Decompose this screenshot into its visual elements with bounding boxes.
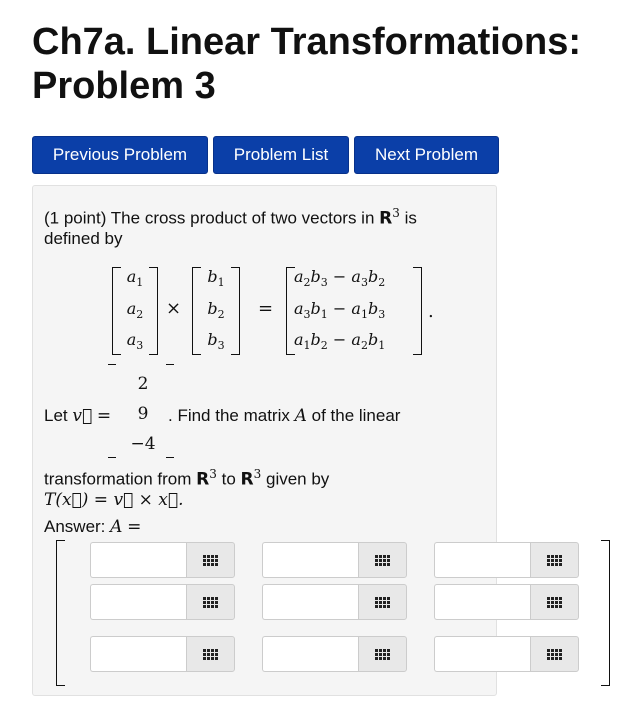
answer-matrix	[56, 540, 611, 686]
page-title	[32, 20, 581, 108]
real-numbers-symbol: R	[379, 208, 393, 229]
vector-a-entry-1: $a_1$	[126, 267, 144, 290]
superscript-three: 3	[209, 467, 217, 481]
problem-intro-line1	[44, 202, 417, 230]
intro-text-before: The cross product of two vectors in	[110, 208, 375, 228]
vector-v-entry-2: 9	[137, 404, 149, 424]
grid-icon	[547, 555, 562, 566]
answer-input-r1c1[interactable]	[90, 542, 186, 578]
vector-b-entry-2: $b_2$	[207, 299, 225, 322]
superscript-three: 3	[253, 467, 262, 481]
bracket-right	[413, 267, 422, 355]
answer-input-r2c1[interactable]	[90, 584, 186, 620]
let-statement	[44, 405, 111, 427]
vector-v-entry-3: −4	[130, 434, 156, 454]
transformation-line	[44, 463, 329, 491]
answer-equals: =	[127, 517, 142, 537]
answer-matrix-symbol: A	[110, 517, 123, 537]
answer-input-r3c1[interactable]	[90, 636, 186, 672]
vector-a-entry-2: $a_2$	[126, 299, 144, 322]
grid-icon	[375, 555, 390, 566]
title-line-1: Ch7a. Linear Transformations:	[32, 21, 582, 63]
bracket-right	[231, 267, 240, 355]
problem-list-button[interactable]: Problem List	[213, 136, 349, 174]
grid-icon	[203, 649, 218, 660]
title-line-2: Problem 3	[32, 65, 216, 107]
bracket-right	[149, 267, 158, 355]
equation-editor-button[interactable]	[530, 584, 579, 620]
vector-b-entry-3: $b_3$	[207, 330, 225, 353]
equation-editor-button[interactable]	[358, 636, 407, 672]
equals-symbol: =	[96, 406, 112, 426]
equation-editor-button[interactable]	[358, 542, 407, 578]
matrix-a-symbol: A	[294, 406, 307, 426]
answer-label-row	[44, 516, 141, 538]
bracket-right	[601, 540, 610, 686]
superscript-three: 3	[392, 206, 400, 220]
transformation-text: transformation from	[44, 469, 192, 489]
times-symbol: ×	[166, 298, 182, 319]
answer-entry	[90, 542, 235, 578]
grid-icon	[375, 597, 390, 608]
next-problem-button[interactable]: Next Problem	[354, 136, 499, 174]
answer-input-r2c2[interactable]	[262, 584, 358, 620]
equation-editor-button[interactable]	[186, 542, 235, 578]
let-text: Let	[44, 406, 68, 425]
problem-intro-line2: defined by	[44, 229, 123, 248]
answer-entry	[434, 542, 579, 578]
answer-entry	[262, 542, 407, 578]
equation-editor-button[interactable]	[358, 584, 407, 620]
period: .	[428, 301, 434, 322]
answer-entry	[262, 636, 407, 672]
answer-input-r3c3[interactable]	[434, 636, 530, 672]
to-text: to	[221, 469, 236, 489]
grid-icon	[547, 597, 562, 608]
answer-entry	[262, 584, 407, 620]
answer-entry	[90, 584, 235, 620]
result-entry-1: $a_2b_3 - a_3b_2$	[294, 267, 386, 290]
vector-v-symbol: v⃗	[72, 406, 93, 426]
equation-editor-button[interactable]	[186, 584, 235, 620]
answer-input-r3c2[interactable]	[262, 636, 358, 672]
equals-symbol: =	[258, 298, 274, 319]
vector-b-entry-1: $b_1$	[207, 267, 225, 290]
answer-entry	[434, 584, 579, 620]
vector-v-entry-1: 2	[137, 374, 149, 394]
cross-product-formula	[78, 267, 448, 357]
equation-editor-button[interactable]	[530, 542, 579, 578]
bracket-left	[56, 540, 65, 686]
find-matrix-text	[168, 405, 400, 427]
answer-label: Answer:	[44, 517, 106, 536]
grid-icon	[375, 649, 390, 660]
transformation-formula: T(x⃗) = v⃗ × x⃗.	[44, 490, 184, 510]
answer-entry	[434, 636, 579, 672]
equation-editor-button[interactable]	[186, 636, 235, 672]
find-text: . Find the matrix	[168, 406, 290, 425]
grid-icon	[203, 555, 218, 566]
answer-entry	[90, 636, 235, 672]
result-entry-3: $a_1b_2 - a_2b_1$	[294, 330, 386, 353]
intro-text-after: is	[404, 208, 417, 228]
equation-editor-button[interactable]	[530, 636, 579, 672]
result-entry-2: $a_3b_1 - a_1b_3$	[294, 299, 386, 322]
find-text-2: of the linear	[311, 406, 401, 425]
answer-input-r1c3[interactable]	[434, 542, 530, 578]
real-numbers-symbol: R	[240, 469, 254, 490]
answer-input-r1c2[interactable]	[262, 542, 358, 578]
grid-icon	[547, 649, 562, 660]
answer-input-r2c3[interactable]	[434, 584, 530, 620]
real-numbers-symbol: R	[196, 469, 210, 490]
previous-problem-button[interactable]: Previous Problem	[32, 136, 208, 174]
given-by-text: given by	[265, 469, 330, 489]
grid-icon	[203, 597, 218, 608]
vector-a-entry-3: $a_3$	[126, 330, 144, 353]
points-label: (1 point)	[44, 208, 107, 228]
